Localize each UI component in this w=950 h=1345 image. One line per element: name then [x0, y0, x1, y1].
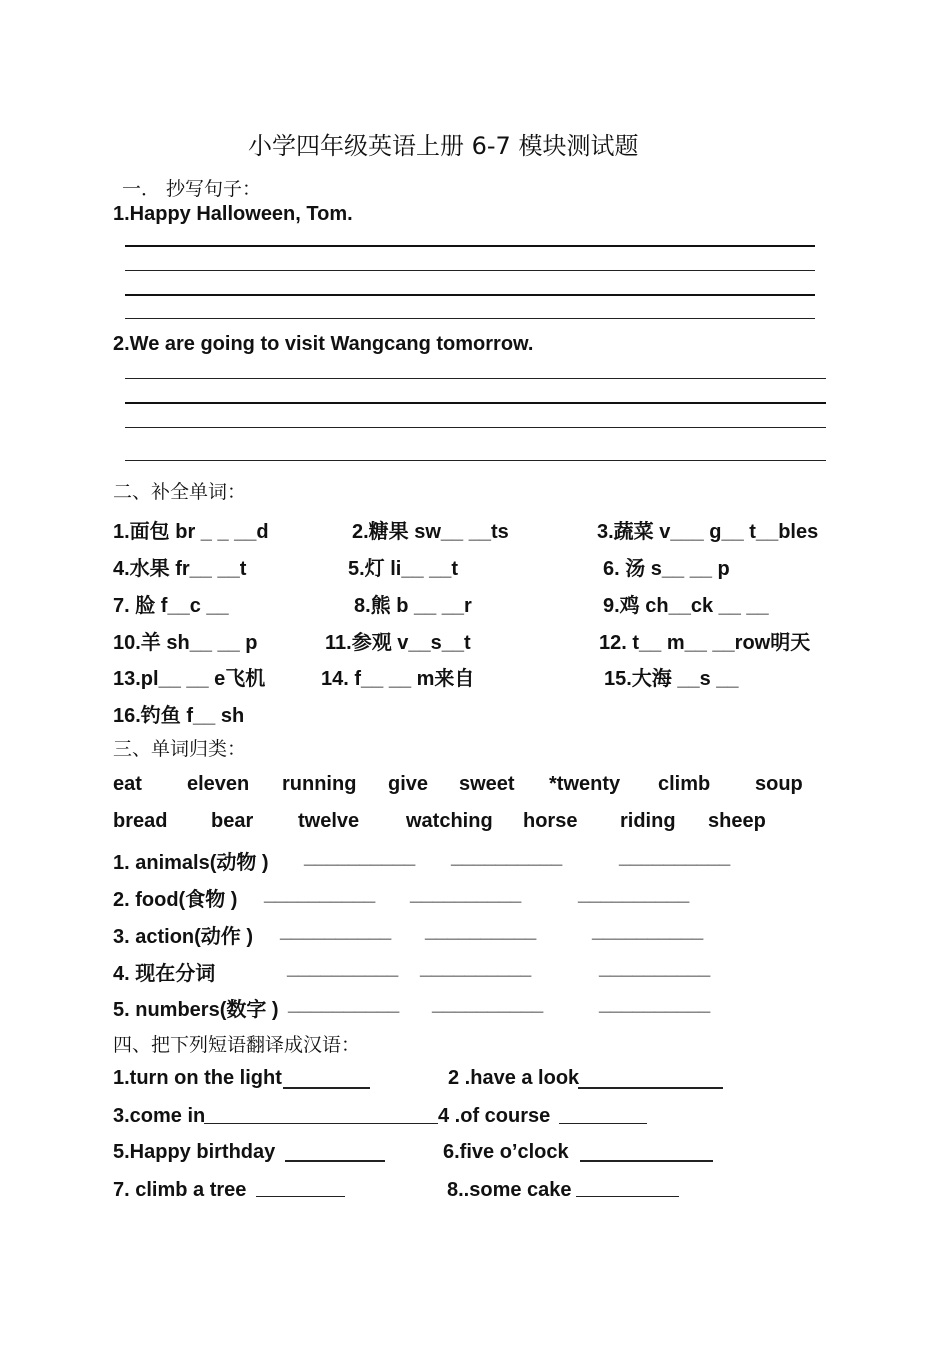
word-bank-item: twelve — [298, 810, 360, 832]
word-item: 5.灯 li__ __t — [348, 558, 459, 580]
section3-heading: 三、单词归类： — [113, 738, 247, 760]
writing-line — [125, 245, 815, 247]
answer-blank[interactable]: __________ — [280, 920, 392, 942]
answer-line[interactable] — [559, 1123, 647, 1124]
word-item: 9.鸡 ch__ck __ __ — [603, 595, 769, 617]
word-bank-item: bear — [211, 810, 254, 832]
category-label: 1. animals(动物 ) — [113, 852, 269, 874]
section2-heading: 二、补全单词： — [113, 481, 247, 503]
writing-line — [125, 427, 826, 428]
answer-blank[interactable]: __________ — [410, 883, 522, 905]
answer-line[interactable] — [578, 1087, 723, 1089]
phrase: 8..some cake — [447, 1179, 572, 1201]
answer-blank[interactable]: __________ — [432, 993, 544, 1015]
phrase: 1.turn on the light — [113, 1067, 282, 1089]
answer-blank[interactable]: __________ — [599, 993, 711, 1015]
phrase: 6.five o’clock — [443, 1141, 569, 1163]
phrase: 5.Happy birthday — [113, 1141, 276, 1163]
word-item: 4.水果 fr__ __t — [113, 558, 247, 580]
word-item: 12. t__ m__ __row明天 — [599, 632, 811, 654]
word-item: 14. f__ __ m来自 — [321, 668, 475, 690]
word-bank-item: give — [388, 773, 429, 795]
answer-blank[interactable]: __________ — [264, 883, 376, 905]
word-bank-item: watching — [406, 810, 493, 832]
answer-line[interactable] — [283, 1087, 370, 1089]
writing-line — [125, 318, 815, 319]
answer-line[interactable] — [580, 1160, 713, 1162]
phrase: 4 .of course — [438, 1105, 551, 1127]
answer-line[interactable] — [285, 1160, 385, 1162]
answer-line[interactable] — [204, 1123, 438, 1124]
word-bank-item: sheep — [708, 810, 766, 832]
page-title: 小学四年级英语上册 6-7 模块测试题 — [248, 132, 639, 160]
word-bank-item: sweet — [459, 773, 515, 795]
answer-blank[interactable]: __________ — [619, 846, 731, 868]
word-bank-item: eat — [113, 773, 142, 795]
category-label: 4. 现在分词 — [113, 963, 216, 985]
word-item: 13.pl__ __ e飞机 — [113, 668, 266, 690]
word-bank-item: eleven — [187, 773, 250, 795]
answer-blank[interactable]: __________ — [425, 920, 537, 942]
phrase: 3.come in — [113, 1105, 206, 1127]
word-item: 11.参观 v__s__t — [325, 632, 471, 654]
word-item: 10.羊 sh__ __ p — [113, 632, 258, 654]
answer-blank[interactable]: __________ — [451, 846, 563, 868]
word-bank-item: bread — [113, 810, 168, 832]
writing-line — [125, 294, 815, 296]
word-item: 6. 汤 s__ __ p — [603, 558, 730, 580]
answer-blank[interactable]: __________ — [287, 957, 399, 979]
answer-blank[interactable]: __________ — [578, 883, 690, 905]
sentence-2: 2.We are going to visit Wangcang tomorrow. — [113, 333, 534, 355]
answer-line[interactable] — [256, 1196, 345, 1197]
word-item: 8.熊 b __ __r — [354, 595, 472, 617]
word-item: 1.面包 br _ _ __d — [113, 521, 269, 543]
answer-blank[interactable]: __________ — [592, 920, 704, 942]
category-label: 5. numbers(数字 ) — [113, 999, 279, 1021]
word-bank-item: *twenty — [549, 773, 621, 795]
sentence-1: 1.Happy Halloween, Tom. — [113, 203, 353, 225]
word-bank-item: soup — [755, 773, 803, 795]
writing-line — [125, 270, 815, 271]
phrase: 7. climb a tree — [113, 1179, 247, 1201]
word-bank-item: horse — [523, 810, 578, 832]
word-bank-item: riding — [620, 810, 676, 832]
word-item: 16.钓鱼 f__ sh — [113, 705, 245, 727]
word-item: 2.糖果 sw__ __ts — [352, 521, 509, 543]
word-bank-item: running — [282, 773, 357, 795]
answer-blank[interactable]: __________ — [288, 993, 400, 1015]
section4-heading: 四、把下列短语翻译成汉语： — [113, 1034, 361, 1056]
writing-line — [125, 460, 826, 461]
word-item: 3.蔬菜 v___ g__ t__bles — [597, 521, 819, 543]
section1-heading: 一． 抄写句子： — [122, 178, 262, 200]
word-bank-item: climb — [658, 773, 711, 795]
phrase: 2 .have a look — [448, 1067, 580, 1089]
word-item: 7. 脸 f__c __ — [113, 595, 229, 617]
answer-line[interactable] — [576, 1196, 679, 1197]
answer-blank[interactable]: __________ — [599, 957, 711, 979]
category-label: 3. action(动作 ) — [113, 926, 254, 948]
writing-line — [125, 402, 826, 404]
writing-line — [125, 378, 826, 379]
category-label: 2. food(食物 ) — [113, 889, 238, 911]
word-item: 15.大海 __s __ — [604, 668, 739, 690]
answer-blank[interactable]: __________ — [420, 957, 532, 979]
answer-blank[interactable]: __________ — [304, 846, 416, 868]
